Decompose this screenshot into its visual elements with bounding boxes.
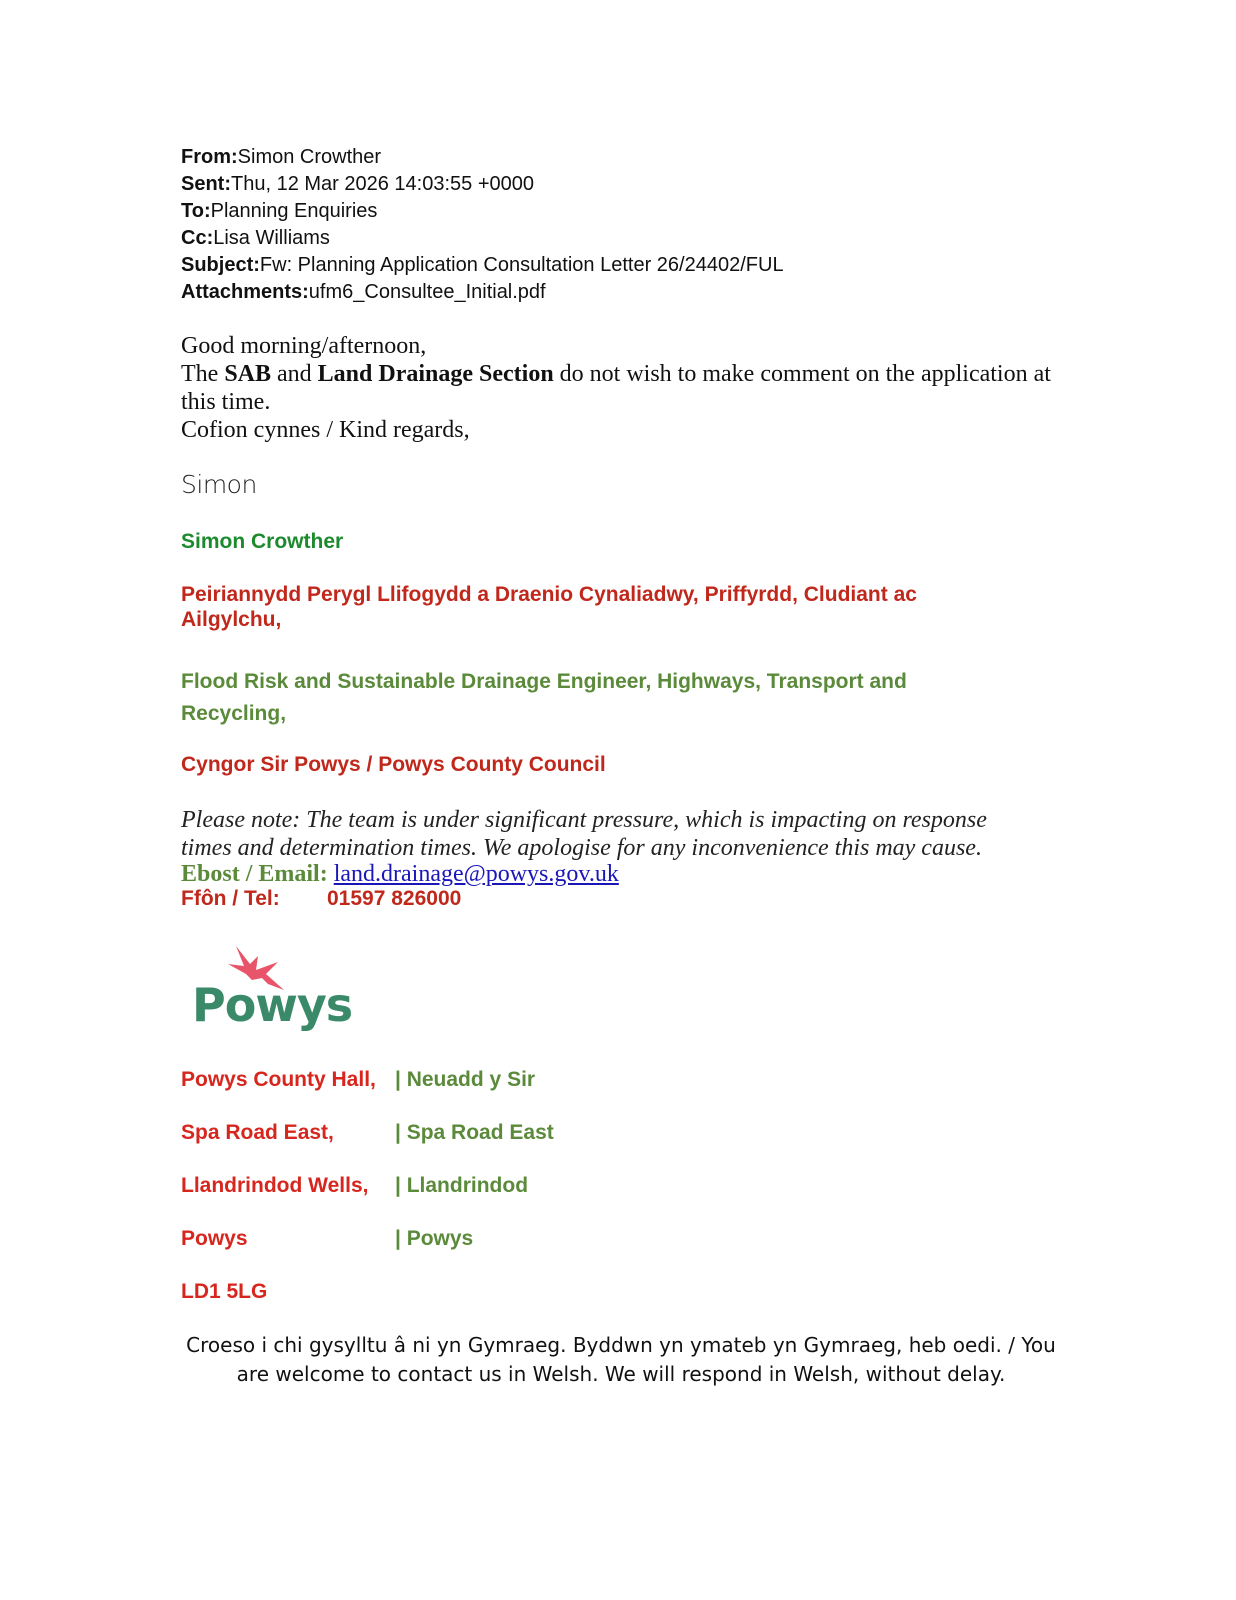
header-cc bbox=[181, 225, 784, 252]
subject-value: Fw: Planning Application Consultation Letter 26/24402/FUL bbox=[259, 254, 784, 276]
sent-label: Sent: bbox=[181, 173, 231, 195]
email-label: Ebost / Email: bbox=[181, 861, 328, 887]
to-label: To: bbox=[181, 200, 211, 222]
header-attachments bbox=[181, 279, 784, 306]
postcode-value: LD1 5LG bbox=[181, 1280, 268, 1303]
attachments-label: Attachments: bbox=[181, 281, 309, 303]
message-body bbox=[181, 332, 1061, 444]
address-en: Llandrindod Wells, bbox=[181, 1174, 369, 1197]
header-subject bbox=[181, 252, 784, 279]
from-label: From: bbox=[181, 146, 238, 168]
statement-sab: SAB bbox=[224, 361, 271, 387]
tel-row bbox=[181, 887, 462, 911]
email-row bbox=[181, 860, 619, 888]
signature-title-welsh: Peiriannydd Perygl Llifogydd a Draenio Cynaliadwy, Priffyrdd, Cludiant ac Ailgylchu, bbox=[181, 583, 917, 631]
handwritten-sign-off: Simon bbox=[181, 470, 257, 499]
cc-label: Cc: bbox=[181, 227, 214, 249]
address-en: Powys bbox=[181, 1227, 248, 1250]
statement-prefix: The bbox=[181, 361, 225, 387]
signature-title-english: Flood Risk and Sustainable Drainage Engineer, Highways, Transport and Recycling, bbox=[181, 670, 907, 725]
closing: Cofion cynnes / Kind regards, bbox=[181, 417, 470, 443]
address-line-4 bbox=[181, 1226, 473, 1252]
welsh-language-notice: Croeso i chi gysylltu â ni yn Gymraeg. Byddwn yn ymateb yn Gymraeg, heb oedi. / You are welcome to contact us in Welsh. We will respond in Welsh, without delay. bbox=[186, 1333, 1056, 1386]
subject-label: Subject: bbox=[181, 254, 260, 276]
message-statement bbox=[181, 360, 1061, 416]
cc-value: Lisa Williams bbox=[213, 227, 330, 249]
tel-label: Ffôn / Tel: bbox=[181, 887, 280, 910]
header-from bbox=[181, 144, 784, 171]
address-cy: | Neuadd y Sir bbox=[395, 1068, 536, 1091]
greeting: Good morning/afternoon, bbox=[181, 333, 427, 359]
powys-logo bbox=[192, 944, 353, 1036]
statement-land-drainage: Land Drainage Section bbox=[317, 361, 554, 387]
address-cy: | Spa Road East bbox=[395, 1121, 554, 1144]
attachments-value: ufm6_Consultee_Initial.pdf bbox=[308, 281, 546, 303]
address-cy: | Powys bbox=[395, 1227, 474, 1250]
address-line-3 bbox=[181, 1173, 528, 1199]
logo-text: Powys bbox=[192, 978, 353, 1032]
address-en: Spa Road East, bbox=[181, 1121, 334, 1144]
sent-value: Thu, 12 Mar 2026 14:03:55 +0000 bbox=[231, 173, 535, 195]
from-value: Simon Crowther bbox=[237, 146, 382, 168]
email-link[interactable]: land.drainage@powys.gov.uk bbox=[333, 861, 619, 887]
address-en: Powys County Hall, bbox=[181, 1068, 376, 1091]
header-to bbox=[181, 198, 784, 225]
email-header bbox=[181, 144, 784, 306]
header-sent bbox=[181, 171, 784, 198]
signature-name: Simon Crowther bbox=[181, 530, 344, 553]
statement-rest: do not wish to make comment on the application at this time. bbox=[181, 361, 1051, 415]
address-line-2 bbox=[181, 1120, 554, 1146]
address-cy: | Llandrindod bbox=[395, 1174, 529, 1197]
signature-council: Cyngor Sir Powys / Powys County Council bbox=[181, 753, 606, 776]
statement-mid: and bbox=[271, 361, 318, 387]
postcode bbox=[181, 1279, 395, 1305]
to-value: Planning Enquiries bbox=[210, 200, 378, 222]
tel-number: 01597 826000 bbox=[327, 887, 462, 910]
pressure-note: Please note: The team is under significant pressure, which is impacting on response times and determination times. We apologise for any inconvenience this may cause. bbox=[181, 807, 987, 861]
address-line-1 bbox=[181, 1067, 535, 1093]
